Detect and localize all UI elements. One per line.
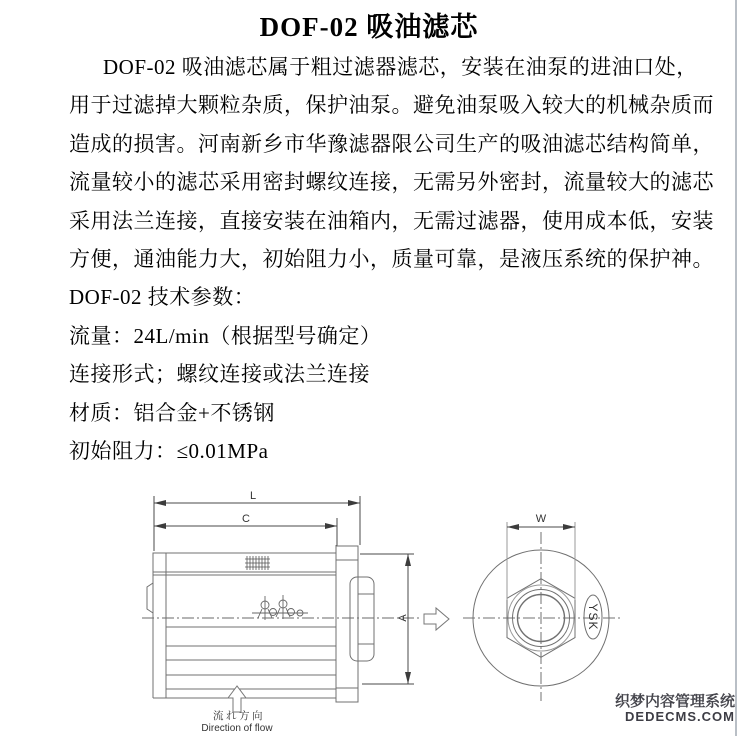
page-title: DOF-02 吸油滤芯 <box>259 12 479 42</box>
watermark-en-text: DEDECMS.COM <box>625 708 735 724</box>
brand-mark-label: YSK <box>586 603 600 631</box>
dim-label-A: A <box>397 614 409 622</box>
spec-heading: DOF-02 技术参数： <box>69 285 256 310</box>
paragraph-line: DOF-02 吸油滤芯属于粗过滤器滤芯，安装在油泵的进油口处， <box>103 55 698 79</box>
paragraph-line: 采用法兰连接，直接安装在油箱内，无需过滤器，使用成本低，安装 <box>69 208 714 233</box>
paragraph-line: 造成的损害。河南新乡市华豫滤器限公司生产的吸油滤芯结构简单， <box>69 131 714 156</box>
page-right-border <box>735 0 737 736</box>
dim-label-W: W <box>535 513 547 525</box>
paragraph-line: 方便，通油能力大，初始阻力小，质量可靠，是液压系统的保护神。 <box>69 246 714 271</box>
hole-pattern <box>252 595 308 620</box>
dimension-L <box>154 496 360 551</box>
side-view <box>142 496 449 712</box>
flow-direction-label-jp: 流れ方向 <box>213 710 265 722</box>
body-text <box>69 48 714 470</box>
spec-initial-resistance: 初始阻力：≤0.01MPa <box>69 438 269 463</box>
dim-label-L: L <box>249 490 257 502</box>
paragraph-line: 流量较小的滤芯采用密封螺纹连接，无需另外密封，流量较大的滤芯 <box>69 170 714 195</box>
watermark-cn-text: 织梦内容管理系统 <box>614 693 735 710</box>
end-cap <box>336 546 374 702</box>
paragraph-line: 用于过滤掉大颗粒杂质，保护油泵。避免油泵吸入较大的机械杂质而 <box>69 93 714 118</box>
watermark <box>0 694 735 723</box>
flow-arrow-right-icon <box>424 608 449 630</box>
hatch-mark <box>245 556 270 570</box>
dim-label-C: C <box>242 513 250 525</box>
flow-direction-label-en: Direction of flow <box>201 723 273 734</box>
spec-flow-rate: 流量：24L/min（根据型号确定） <box>69 323 382 348</box>
filter-body <box>147 545 336 702</box>
spec-connection-type: 连接形式；螺纹连接或法兰连接 <box>69 362 370 387</box>
spec-material: 材质：铝合金+不锈钢 <box>69 400 275 425</box>
